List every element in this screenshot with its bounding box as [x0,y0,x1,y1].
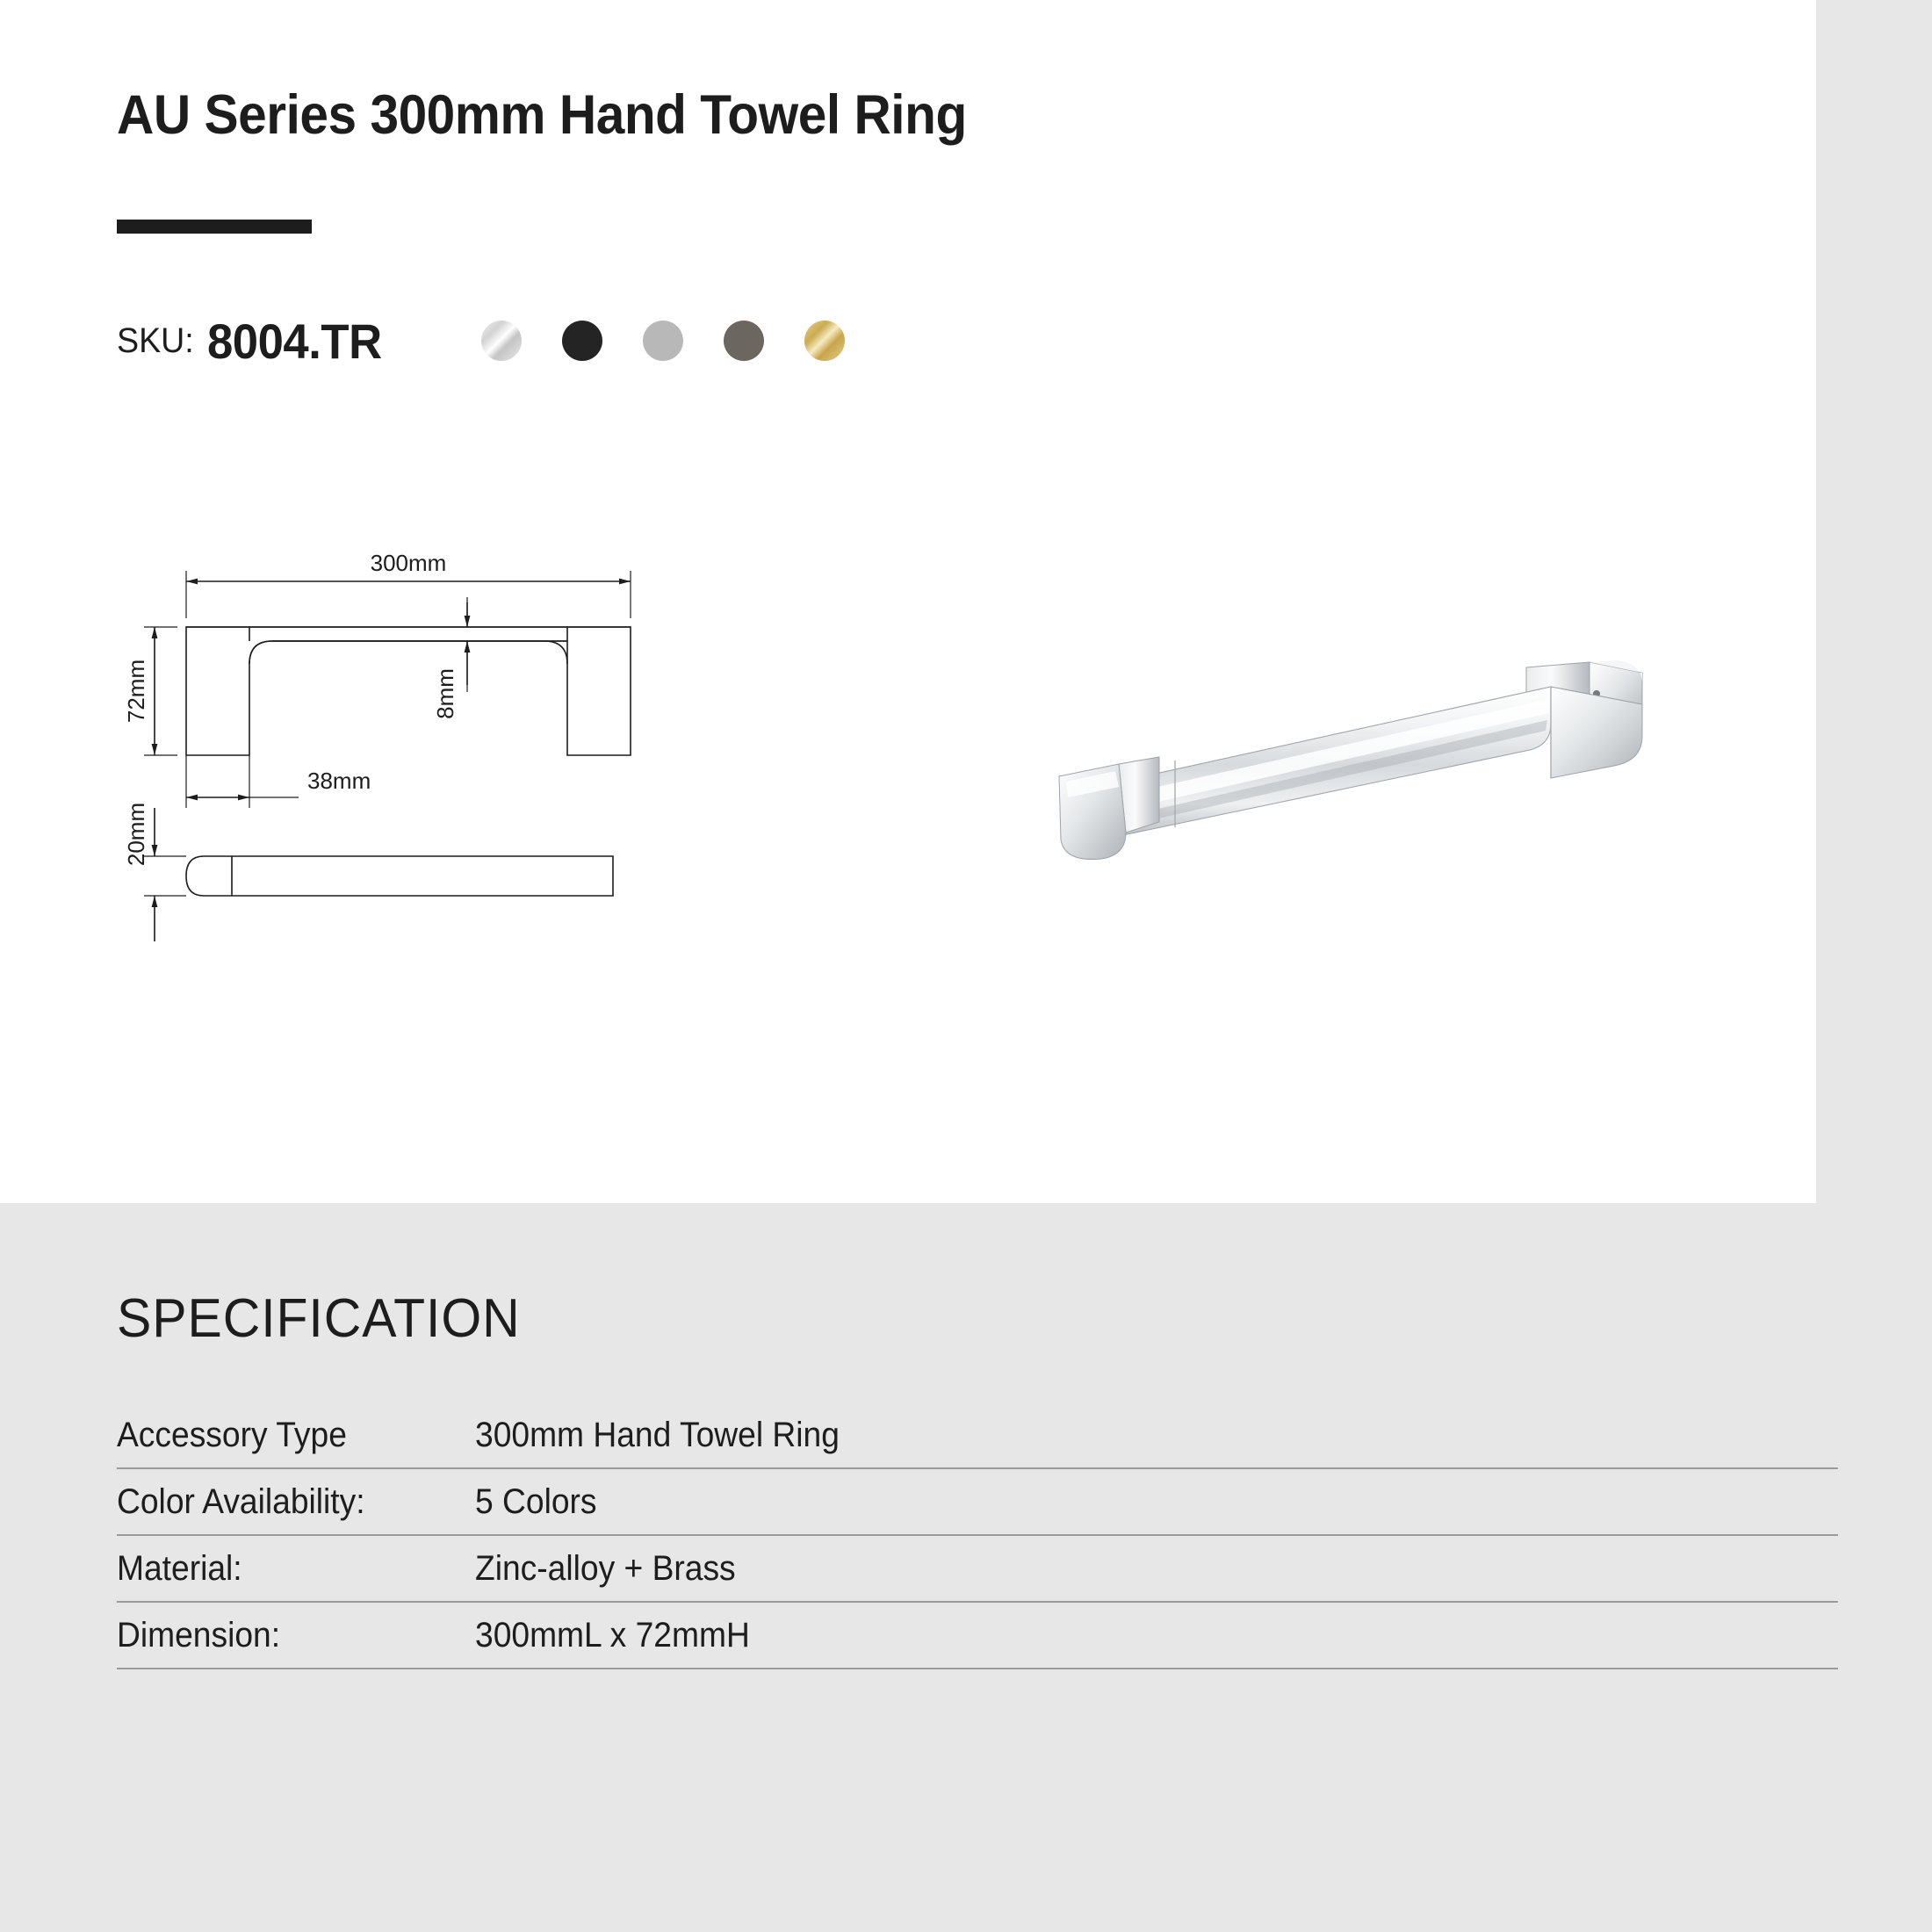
spec-value-material: Zinc-alloy + Brass [475,1535,1838,1602]
drawing-label-8mm: 8mm [432,668,458,719]
spec-key-dimension: Dimension: [117,1602,475,1669]
sku-row [117,309,845,372]
specification-table [117,1402,1838,1669]
table-row [117,1602,1838,1669]
drawing-elevation-outline [186,627,631,755]
color-swatch-list [481,321,845,361]
drawing-plan-outline [186,856,613,896]
sku-label: SKU: [117,321,194,360]
spec-key-accessory-type: Accessory Type [117,1402,475,1468]
drawing-label-20mm: 20mm [123,802,149,867]
table-row [117,1402,1838,1468]
color-swatch-brushed-nickel[interactable] [643,321,683,361]
title-underline-rule [117,220,312,234]
spec-value-accessory-type: 300mm Hand Towel Ring [475,1402,1838,1468]
drawing-label-38mm: 38mm [307,768,371,794]
specification-heading: SPECIFICATION [117,1288,521,1349]
color-swatch-matte-black[interactable] [562,321,602,361]
color-swatch-gunmetal[interactable] [724,321,764,361]
drawing-left-fillet [249,641,567,664]
drawing-right-fillet [544,641,567,664]
table-row [117,1535,1838,1602]
spec-value-dimension: 300mmL x 72mmH [475,1602,1838,1669]
drawing-label-72mm: 72mm [123,659,149,724]
spec-value-color-availability: 5 Colors [475,1468,1838,1535]
spec-key-color-availability: Color Availability: [117,1468,475,1535]
photo-left-bracket [1059,757,1159,860]
product-photo-chrome-towel-bar [1027,632,1677,887]
drawing-label-300mm: 300mm [370,550,447,576]
sku-value: 8004.TR [207,313,382,369]
color-swatch-chrome[interactable] [481,321,522,361]
table-row [117,1468,1838,1535]
page-title: AU Series 300mm Hand Towel Ring [117,84,967,146]
spec-key-material: Material: [117,1535,475,1602]
color-swatch-brushed-gold[interactable] [804,321,845,361]
technical-drawing [123,544,948,966]
